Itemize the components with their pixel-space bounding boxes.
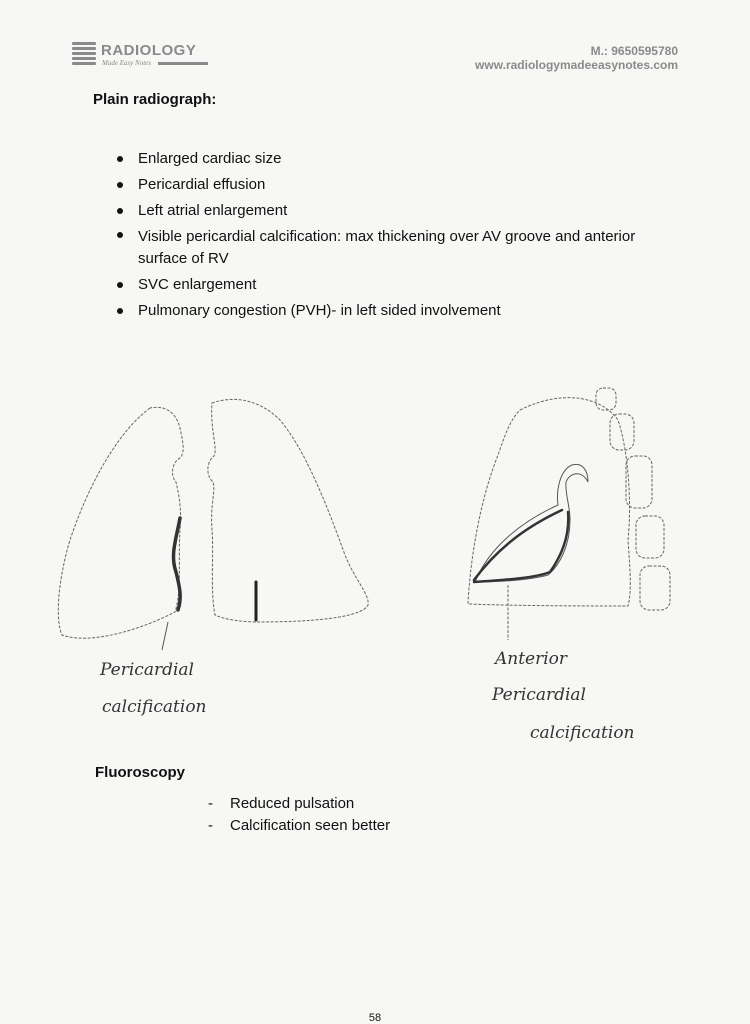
right-label-line2: Pericardial — [492, 685, 586, 705]
vertebra — [640, 566, 670, 610]
list-item: Left atrial enlargement — [115, 198, 655, 224]
lateral-chest-outline — [468, 398, 630, 606]
list-item: SVC enlargement — [115, 272, 655, 298]
list-item: Visible pericardial calcification: max thickening over AV groove and anterior surface of RV — [115, 224, 655, 272]
left-label-line1: Pericardial — [100, 660, 194, 680]
section-heading-fluoroscopy: Fluoroscopy — [95, 764, 186, 781]
fluoroscopy-findings-list — [206, 793, 390, 837]
heart-outline — [475, 464, 588, 582]
frontal-chest-sketch — [58, 399, 368, 638]
left-lung-outline — [208, 399, 368, 622]
logo-title: RADIOLOGY — [101, 42, 197, 59]
vertebra — [596, 388, 616, 410]
section-heading-plain-radiograph: Plain radiograph: — [93, 91, 217, 108]
left-label-line2: calcification — [102, 697, 207, 717]
right-label-line3: calcification — [530, 723, 635, 743]
phone-number: M.: 9650595780 — [590, 44, 678, 58]
calcification-marking-anterior — [474, 510, 568, 582]
list-item: Enlarged cardiac size — [115, 146, 655, 172]
vertebra — [626, 456, 652, 508]
list-item: Pericardial effusion — [115, 172, 655, 198]
logo-subtitle: Made Easy Notes — [102, 59, 151, 67]
list-item: - Reduced pulsation — [206, 793, 390, 815]
right-lung-outline — [58, 407, 183, 638]
website-link[interactable]: www.radiologymadeeasynotes.com — [475, 58, 678, 72]
right-label-line1: Anterior — [495, 649, 568, 669]
list-item: - Calcification seen better — [206, 815, 390, 837]
label-pointer-left — [162, 622, 168, 650]
list-item: Pulmonary congestion (PVH)- in left sided involvement — [115, 298, 655, 324]
vertebra — [610, 414, 634, 450]
vertebra — [636, 516, 664, 558]
page-number: 58 — [368, 1012, 382, 1024]
